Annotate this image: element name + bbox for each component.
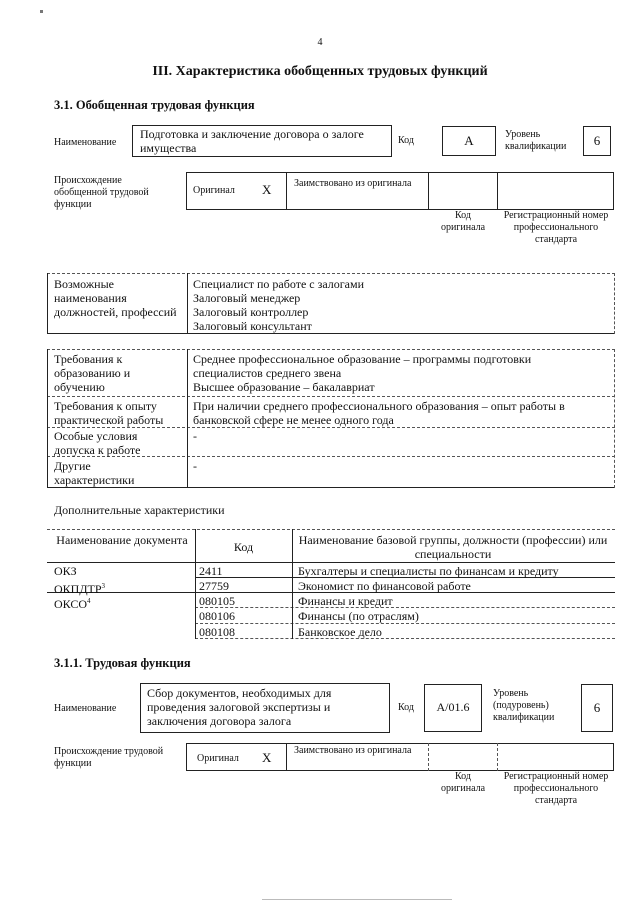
tf-heading: 3.1.1. Трудовая функция <box>54 656 191 670</box>
req-conditions-value: - <box>193 429 197 443</box>
gtf-original-mark: X <box>262 182 272 197</box>
table-row-name: Банковское дело <box>298 625 382 639</box>
table-row-code: 27759 <box>199 579 229 593</box>
section-title: III. Характеристика обобщенных трудовых функций <box>152 64 488 79</box>
tf-origin-label: Происхождение трудовой функции <box>54 746 164 769</box>
scan-edge <box>262 899 452 900</box>
req-education-value <box>193 352 531 394</box>
tf-original-label: Оригинал <box>197 753 239 764</box>
gtf-code-value: А <box>464 133 474 148</box>
additional-header-doc: Наименование документа <box>56 533 188 547</box>
req-line: Высшее образование – бакалавриат <box>193 380 375 394</box>
table-row-doc: ОКПДТР$^3$ <box>54 582 106 596</box>
position-item: Залоговый контроллер <box>193 305 309 319</box>
gtf-heading: 3.1. Обобщенная трудовая функция <box>54 98 255 112</box>
req-experience-label: Требования к опыту практической работы <box>54 399 164 427</box>
additional-header-name: Наименование базовой группы, должности (профессии) или специальности <box>298 533 608 561</box>
table-row-doc: ОКСО$^4$ <box>54 597 91 611</box>
tf-level-value: 6 <box>593 700 601 715</box>
req-line: специалистов среднего звена <box>193 366 342 380</box>
req-conditions-label: Особые условия допуска к работе <box>54 429 141 457</box>
positions-label: Возможные наименования должностей, профессий <box>54 277 177 319</box>
additional-header-code: Код <box>233 540 254 554</box>
gtf-level-value: 6 <box>593 133 601 148</box>
tf-borrowed-label: Заимствовано из оригинала <box>294 745 412 756</box>
req-other-label: Другие характеристики <box>54 459 135 487</box>
tf-name-value: Сбор документов, необходимых для проведения залоговой экспертизы и заключения договора залога <box>147 686 332 728</box>
tf-orig-code-label: Код оригинала <box>440 771 486 794</box>
req-line: банковской сфере не менее одного года <box>193 413 394 427</box>
tf-name-label: Наименование <box>54 703 117 714</box>
position-item: Залоговый консультант <box>193 319 312 333</box>
positions-list <box>193 277 364 333</box>
additional-title: Дополнительные характеристики <box>54 503 225 517</box>
tf-level-label: Уровень (подуровень) квалификации <box>493 688 555 723</box>
gtf-reg-number-label: Регистрационный номер профессионального стандарта <box>503 210 609 245</box>
gtf-name-label: Наименование <box>54 137 117 148</box>
req-line: При наличии среднего профессионального образования – опыт работы в <box>193 399 565 413</box>
table-row-name: Финансы (по отраслям) <box>298 609 419 623</box>
req-experience-value <box>193 399 565 427</box>
table-row-code: 080105 <box>199 594 235 608</box>
scan-speck <box>40 10 43 13</box>
table-row-doc: ОКЗ <box>54 564 77 578</box>
position-item: Залоговый менеджер <box>193 291 301 305</box>
gtf-level-label: Уровень квалификации <box>505 129 567 152</box>
tf-code-value: А/01.6 <box>436 700 470 714</box>
table-row-name: Бухгалтеры и специалисты по финансам и кредиту <box>298 564 559 578</box>
req-education-label: Требования к образованию и обучению <box>54 352 131 394</box>
table-row-code: 2411 <box>199 564 223 578</box>
tf-reg-number-label: Регистрационный номер профессионального стандарта <box>503 771 609 806</box>
tf-original-mark: X <box>262 750 272 765</box>
tf-code-label: Код <box>398 702 414 713</box>
position-item: Специалист по работе с залогами <box>193 277 365 291</box>
req-line: Среднее профессиональное образование – программы подготовки <box>193 352 532 366</box>
gtf-name-value: Подготовка и заключение договора о залоге имущества <box>140 127 364 155</box>
gtf-code-label: Код <box>398 135 414 146</box>
gtf-original-label: Оригинал <box>193 185 235 196</box>
table-row-code: 080106 <box>199 609 235 623</box>
gtf-origin-label: Происхождение обобщенной трудовой функции <box>54 175 149 210</box>
gtf-borrowed-label: Заимствовано из оригинала <box>294 178 412 189</box>
table-row-name: Финансы и кредит <box>298 594 393 608</box>
req-other-value: - <box>193 459 197 473</box>
table-row-code: 080108 <box>199 625 235 639</box>
gtf-orig-code-label: Код оригинала <box>440 210 486 233</box>
table-row-name: Экономист по финансовой работе <box>298 579 471 593</box>
page-number: 4 <box>317 37 323 48</box>
